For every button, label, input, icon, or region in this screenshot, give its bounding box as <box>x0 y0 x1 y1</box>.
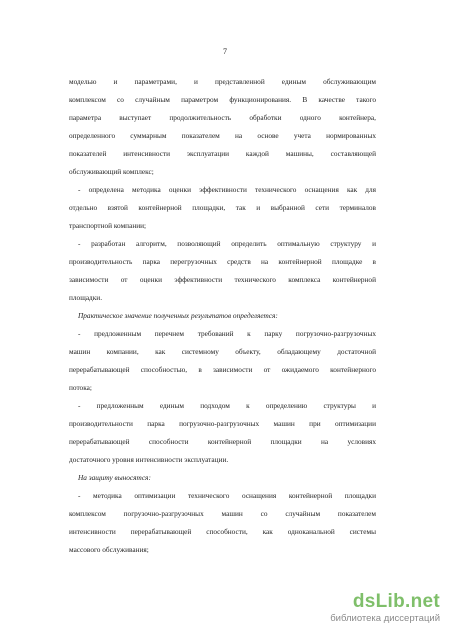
text-line: транспортной компании; <box>69 221 147 230</box>
text-line: интенсивности перерабатывающей способности, как одноканальной системы <box>69 527 376 536</box>
watermark-logo <box>310 591 440 627</box>
text-line: обслуживающий комплекс; <box>69 167 154 176</box>
text-line: площадки. <box>69 293 103 302</box>
text-line: машин компании, как системному объекту, обладающему достаточной <box>69 347 376 356</box>
text-line: потока; <box>69 383 92 392</box>
text-line: перерабатывающей способностью, в зависимости от ожидаемого контейнерного <box>69 365 376 374</box>
text-line: определенного суммарным показателем на основе учета нормированных <box>69 131 376 140</box>
section-heading: Практическое значение полученных результатов определяется: <box>78 311 278 320</box>
logo-subtitle: библиотека диссертаций <box>330 613 440 624</box>
text-line: зависимости от оценки эффективности технического комплекса контейнерной <box>69 275 376 284</box>
text-line: достаточного уровня интенсивности эксплуатации. <box>69 455 229 464</box>
text-line: массового обслуживания; <box>69 545 149 554</box>
logo-text: dsLib.net <box>352 591 440 612</box>
text-line: - определена методика оценки эффективности технического оснащения как для <box>78 185 376 194</box>
text-line: - методика оптимизации технического оснащения контейнерной площадки <box>78 491 376 500</box>
text-line: - предложенным единым подходом к определению структуры и <box>78 401 376 410</box>
page-number: 7 <box>223 47 227 56</box>
text-line: перерабатывающей способности контейнерной площадки на условиях <box>69 437 376 446</box>
text-line: моделью и параметрами, и представленной единым обслуживающим <box>69 77 376 86</box>
text-line: комплексом погрузочно-разгрузочных машин со случайным показателем <box>69 509 376 518</box>
text-line: показателей интенсивности эксплуатации каждой машины, составляющей <box>69 149 376 158</box>
text-line: производительность парка перегрузочных средств на контейнерной площадке в <box>69 257 376 266</box>
text-line: производительности парка погрузочно-разгрузочных машин при оптимизации <box>69 419 376 428</box>
text-line: - предложенным перечнем требований к парку погрузочно-разгрузочных <box>78 329 376 338</box>
section-heading: На защиту выносятся: <box>78 473 151 482</box>
text-line: отдельно взятой контейнерной площадки, так и выбранной сети терминалов <box>69 203 376 212</box>
text-line: комплексом со случайным параметром функционирования. В качестве такого <box>69 95 376 104</box>
text-line: - разработан алгоритм, позволяющий определить оптимальную структуру и <box>78 239 376 248</box>
text-line: параметра выступает продолжительность обработки одного контейнера, <box>69 113 376 122</box>
